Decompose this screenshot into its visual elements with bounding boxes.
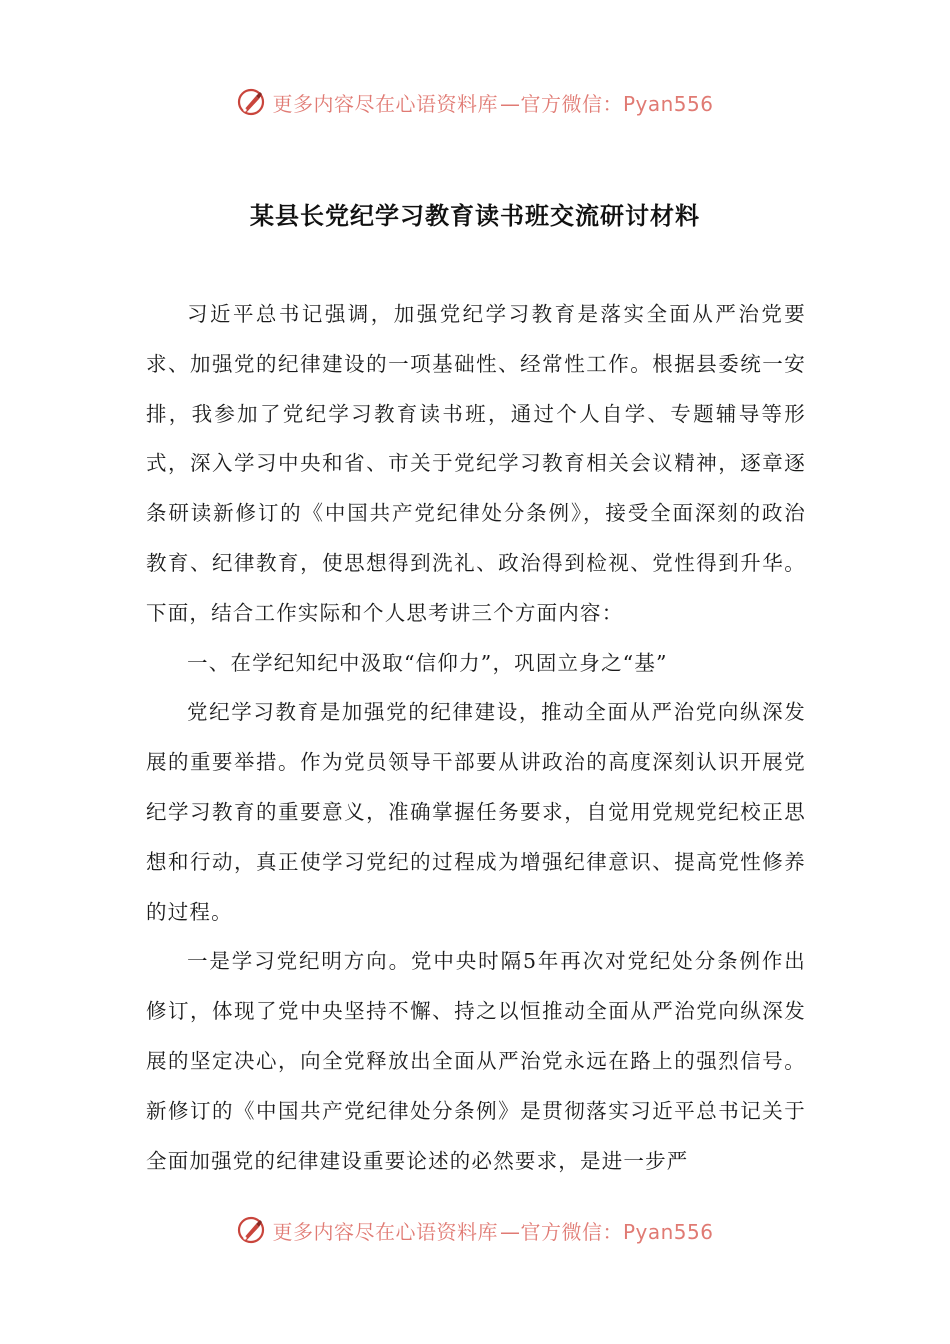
pen-nib-logo-icon (236, 1215, 266, 1245)
footer-watermark (0, 1210, 950, 1250)
watermark-contact-text: —官方微信：Pyan556 (499, 1219, 714, 1244)
paragraph-section-1: 党纪学习教育是加强党的纪律建设，推动全面从严治党向纵深发展的重要举措。作为党员领导干部要从讲政治的高度深刻认识开展党纪学习教育的重要意义，准确掌握任务要求，自觉用党规党纪校正思想和行动，真正使学习党纪的过程成为增强纪律意识、提高党性修养的过程。 (146, 700, 806, 924)
document-body (146, 290, 806, 1186)
pen-nib-logo-icon (236, 87, 266, 117)
document-title: 某县长党纪学习教育读书班交流研讨材料 (250, 201, 700, 231)
header-watermark (0, 82, 950, 122)
paragraph-point-1: 一是学习党纪明方向。党中央时隔5年再次对党纪处分条例作出修订，体现了党中央坚持不懈、持之以恒推动全面从严治党向纵深发展的坚定决心，向全党释放出全面从严治党永远在路上的强烈信号。新修订的《中国共产党纪律处分条例》是贯彻落实习近平总书记关于全面加强党的纪律建设重要论述的必然要求，是进一步严 (146, 949, 806, 1173)
watermark-main-text: 更多内容尽在心语资料库 (272, 91, 498, 116)
section-heading-1: 一、在学纪知纪中汲取“信仰力”，巩固立身之“基” (187, 650, 668, 675)
paragraph-intro: 习近平总书记强调，加强党纪学习教育是落实全面从严治党要求、加强党的纪律建设的一项基础性、经常性工作。根据县委统一安排，我参加了党纪学习教育读书班，通过个人自学、专题辅导等形式，深入学习中央和省、市关于党纪学习教育相关会议精神，逐章逐条研读新修订的《中国共产党纪律处分条例》，接受全面深刻的政治教育、纪律教育，使思想得到洗礼、政治得到检视、党性得到升华。下面，结合工作实际和个人思考讲三个方面内容： (146, 302, 806, 625)
watermark-contact-text: —官方微信：Pyan556 (499, 91, 714, 116)
watermark-main-text: 更多内容尽在心语资料库 (272, 1219, 498, 1244)
